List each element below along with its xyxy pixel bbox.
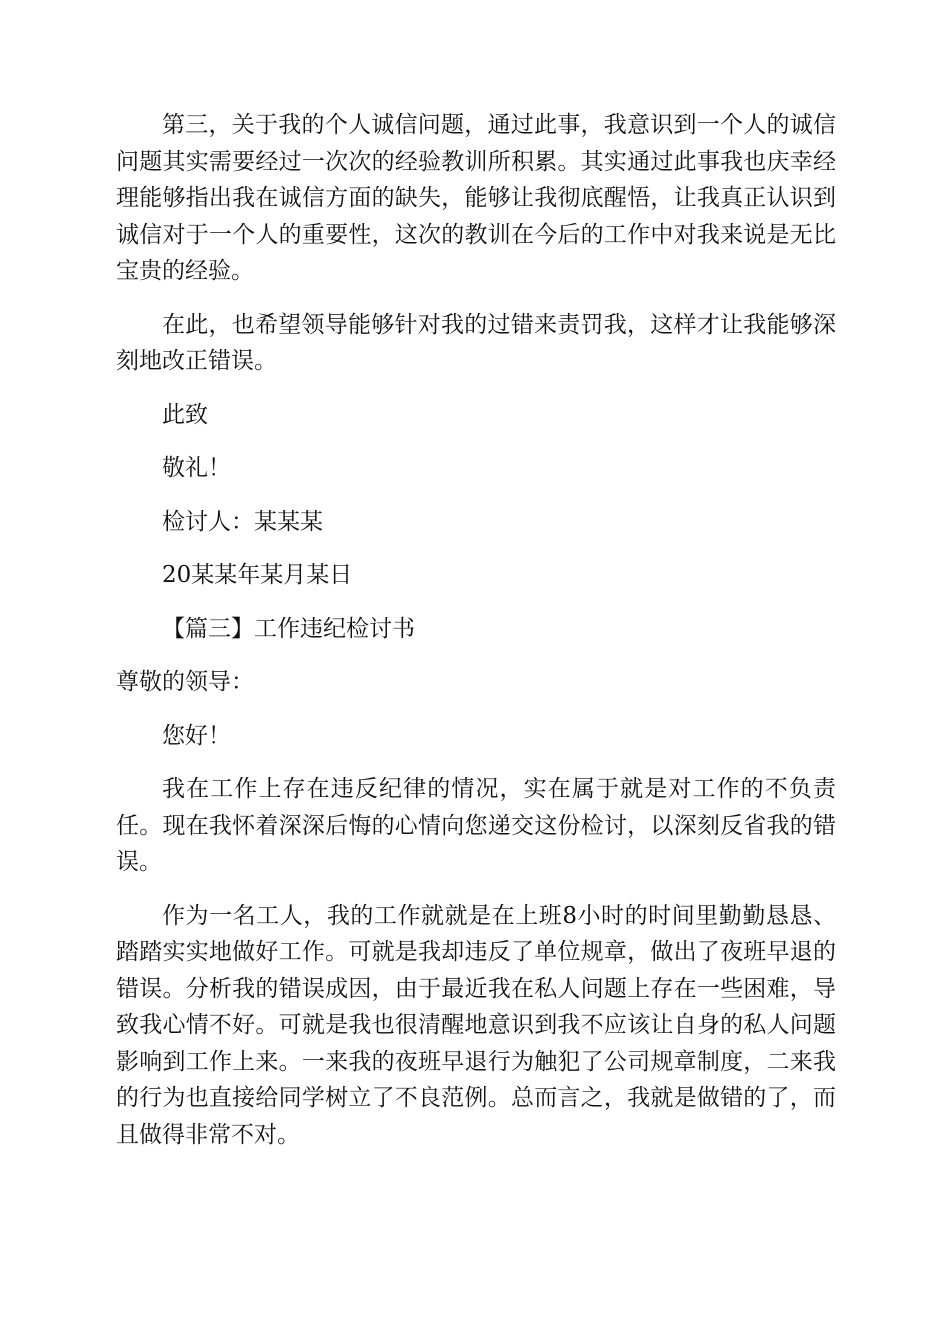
- closing-salutation: 此致: [162, 401, 208, 428]
- closing-regards: 敬礼！: [162, 455, 231, 481]
- signature-date: 20某某年某月某日: [162, 562, 353, 588]
- paragraph-analysis: 作为一名工人，我的工作就就是在上班8小时的时间里勤勤恳恳、踏踏实实地做好工作。可就是我却违反了单位规章，做出了夜班早退的错误。分析我的错误成因，由于最近我在私人问题上存在一些困难，导致我心情不好。可就是我也很清醒地意识到我不应该让自身的私人问题影响到工作上来。一来我的夜班早退行为触犯了公司规章制度，二来我的行为也直接给同学树立了不良范例。总而言之，我就是做错的了，而且做得非常不对。: [116, 902, 836, 1148]
- signature-author: 检讨人：某某某: [162, 508, 323, 535]
- section-heading: 【篇三】工作违纪检讨书: [162, 615, 415, 642]
- letter-greeting: 您好！: [162, 722, 231, 749]
- document-body: [116, 107, 836, 1153]
- paragraph-violation: 我在工作上存在违反纪律的情况，实在属于就是对工作的不负责任。现在我怀着深深后悔的心情向您递交这份检讨，以深刻反省我的错误。: [116, 776, 836, 875]
- paragraph-request-punishment: 在此，也希望领导能够针对我的过错来责罚我，这样才让我能够深刻地改正错误。: [116, 311, 836, 374]
- letter-addressee: 尊敬的领导：: [116, 669, 254, 695]
- paragraph-integrity: 第三，关于我的个人诚信问题，通过此事，我意识到一个人的诚信问题其实需要经过一次次的经验教训所积累。其实通过此事我也庆幸经理能够指出我在诚信方面的缺失，能够让我彻底醒悟，让我真正认识到诚信对于一个人的重要性，这次的教训在今后的工作中对我来说是无比宝贵的经验。: [116, 112, 836, 284]
